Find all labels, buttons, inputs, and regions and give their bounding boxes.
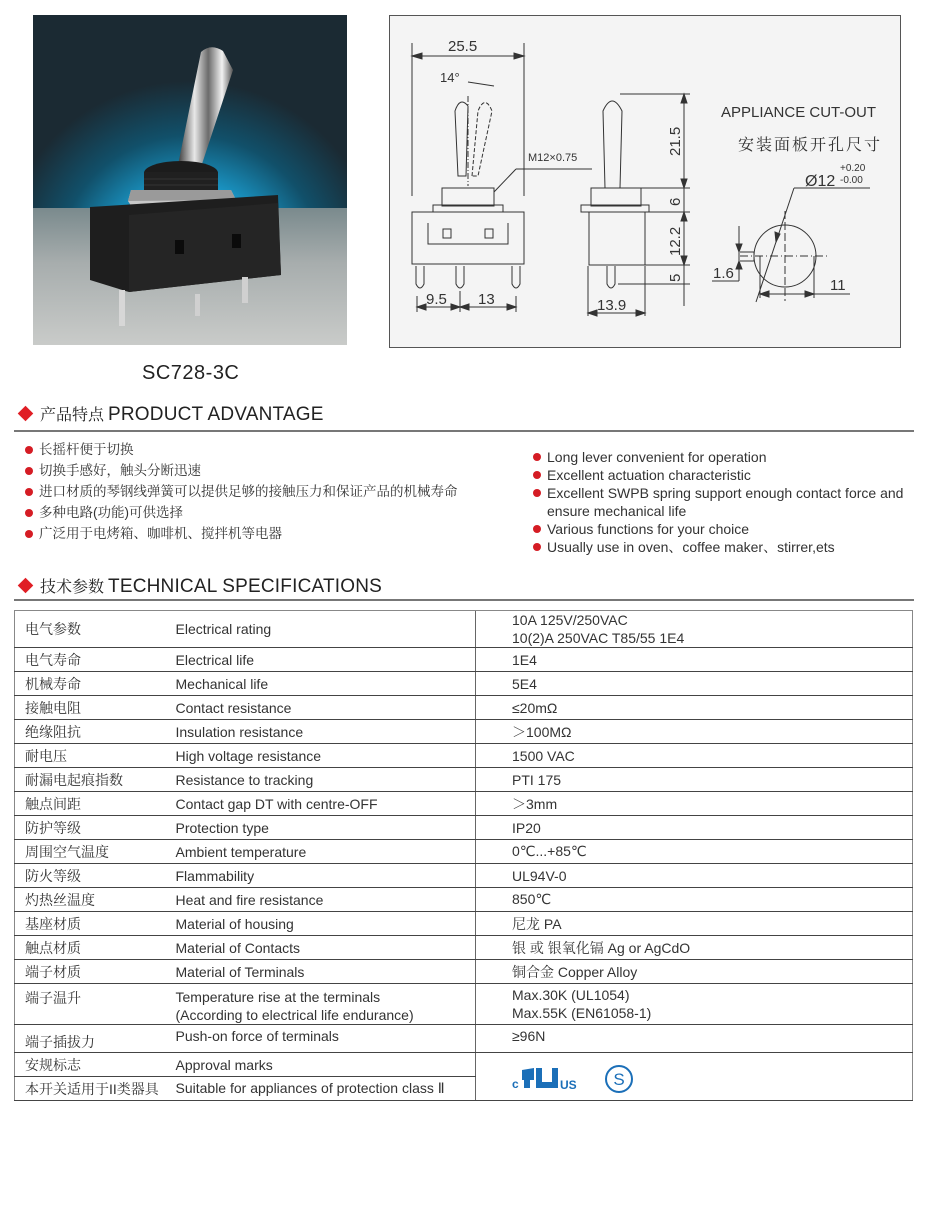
red-dot-icon <box>25 467 33 475</box>
svg-text:Ø12: Ø12 <box>805 173 836 190</box>
advantage-list-cn <box>25 441 458 546</box>
specs-divider <box>14 599 914 601</box>
red-dot-icon <box>25 488 33 496</box>
technical-drawing <box>390 16 902 349</box>
spec-table <box>14 610 913 1101</box>
table-row: 本开关适用于II类器具 Suitable for appliances of protection class Ⅱ <box>15 1077 913 1101</box>
list-item: Long lever convenient for operation <box>533 448 913 466</box>
diamond-bullet-icon <box>18 406 34 422</box>
specs-heading <box>20 574 382 598</box>
approval-marks-cell <box>476 1053 913 1101</box>
list-item: 广泛用于电烤箱、咖啡机、搅拌机等电器 <box>25 525 458 546</box>
svg-text:5: 5 <box>667 273 684 282</box>
table-row: 灼热丝温度 Heat and fire resistance 850℃ <box>15 888 913 912</box>
red-dot-icon <box>533 525 541 533</box>
table-row: 防护等级 Protection type IP20 <box>15 816 913 840</box>
red-dot-icon <box>25 446 33 454</box>
advantage-heading <box>20 402 324 426</box>
svg-text:25.5: 25.5 <box>448 38 478 55</box>
specs-title-cn: 技术参数 <box>40 579 105 596</box>
svg-text:14°: 14° <box>440 70 460 85</box>
diamond-bullet-icon <box>18 578 34 594</box>
red-dot-icon <box>533 489 541 497</box>
list-item: Excellent actuation characteristic <box>533 466 913 484</box>
table-row: 安规标志 Approval marks c US S <box>15 1053 913 1077</box>
table-row: 耐电压 High voltage resistance 1500 VAC <box>15 744 913 768</box>
list-item: Usually use in oven、coffee maker、stirrer,ets <box>533 538 913 556</box>
list-item: 多种电路(功能)可供选择 <box>25 504 458 525</box>
svg-text:12.2: 12.2 <box>667 226 684 256</box>
list-item: 切换手感好，触头分断迅速 <box>25 462 458 483</box>
ul-recognized-mark-icon <box>512 1066 582 1092</box>
table-row: 防火等级 Flammability UL94V-0 <box>15 864 913 888</box>
list-item: Excellent SWPB spring support enough contact force and ensure mechanical life <box>533 484 913 520</box>
red-dot-icon <box>533 453 541 461</box>
table-row: 基座材质 Material of housing 尼龙 PA <box>15 912 913 936</box>
table-row: 电气寿命 Electrical life 1E4 <box>15 648 913 672</box>
toggle-switch-illustration <box>33 15 347 345</box>
svg-text:-0.00: -0.00 <box>840 175 863 186</box>
svg-text:US: US <box>560 1077 577 1092</box>
table-row: 端子材质 Material of Terminals 铜合金 Copper Alloy <box>15 960 913 984</box>
product-photo <box>33 15 347 345</box>
list-item: Various functions for your choice <box>533 520 913 538</box>
table-row: 机械寿命 Mechanical life 5E4 <box>15 672 913 696</box>
svg-text:M12×0.75: M12×0.75 <box>528 152 578 164</box>
red-dot-icon <box>25 530 33 538</box>
svg-text:13: 13 <box>478 291 495 308</box>
specs-title-en: TECHNICAL SPECIFICATIONS <box>108 576 383 597</box>
svg-text:c: c <box>512 1076 519 1091</box>
table-row: 端子温升 Temperature rise at the terminals (According to electrical life endurance) Max.30K (UL1054) Max.55K (EN61058-1) <box>15 984 913 1025</box>
model-label: SC728-3C <box>142 362 240 384</box>
list-item: 长摇杆便于切换 <box>25 441 458 462</box>
approval-marks <box>512 1060 912 1094</box>
svg-text:13.9: 13.9 <box>597 297 627 314</box>
advantage-title-en: PRODUCT ADVANTAGE <box>108 404 324 425</box>
cutout-subtitle: 安装面板开孔尺寸 <box>738 137 883 154</box>
table-row: 接触电阻 Contact resistance ≤20mΩ <box>15 696 913 720</box>
s-mark-icon <box>604 1064 634 1094</box>
advantage-title-cn: 产品特点 <box>40 407 105 424</box>
table-row: 电气参数 Electrical rating 10A 125V/250VAC 10(2)A 250VAC T85/55 1E4 <box>15 611 913 648</box>
list-item: 进口材质的琴钢线弹簧可以提供足够的接触压力和保证产品的机械寿命 <box>25 483 458 504</box>
table-row: 绝缘阻抗 Insulation resistance ＞100MΩ <box>15 720 913 744</box>
red-dot-icon <box>533 471 541 479</box>
svg-text:+0.20: +0.20 <box>840 163 866 174</box>
svg-text:21.5: 21.5 <box>667 126 684 156</box>
svg-text:9.5: 9.5 <box>426 291 447 308</box>
table-row: 触点材质 Material of Contacts 银 或 银氧化镉 Ag or AgCdO <box>15 936 913 960</box>
svg-text:11: 11 <box>830 277 846 294</box>
svg-text:1.6: 1.6 <box>713 265 734 282</box>
table-row: 周围空气温度 Ambient temperature 0℃...+85℃ <box>15 840 913 864</box>
red-dot-icon <box>25 509 33 517</box>
svg-text:S: S <box>613 1069 625 1089</box>
advantage-divider <box>14 430 914 432</box>
svg-text:6: 6 <box>667 197 684 206</box>
cutout-title: APPLIANCE CUT-OUT <box>721 104 877 121</box>
table-row: 耐漏电起痕指数 Resistance to tracking PTI 175 <box>15 768 913 792</box>
advantage-list-en <box>533 448 913 556</box>
table-row: 触点间距 Contact gap DT with centre-OFF ＞3mm <box>15 792 913 816</box>
red-dot-icon <box>533 543 541 551</box>
table-row: 端子插拔力 Push-on force of terminals ≥96N <box>15 1025 913 1053</box>
dimension-drawing <box>389 15 901 348</box>
